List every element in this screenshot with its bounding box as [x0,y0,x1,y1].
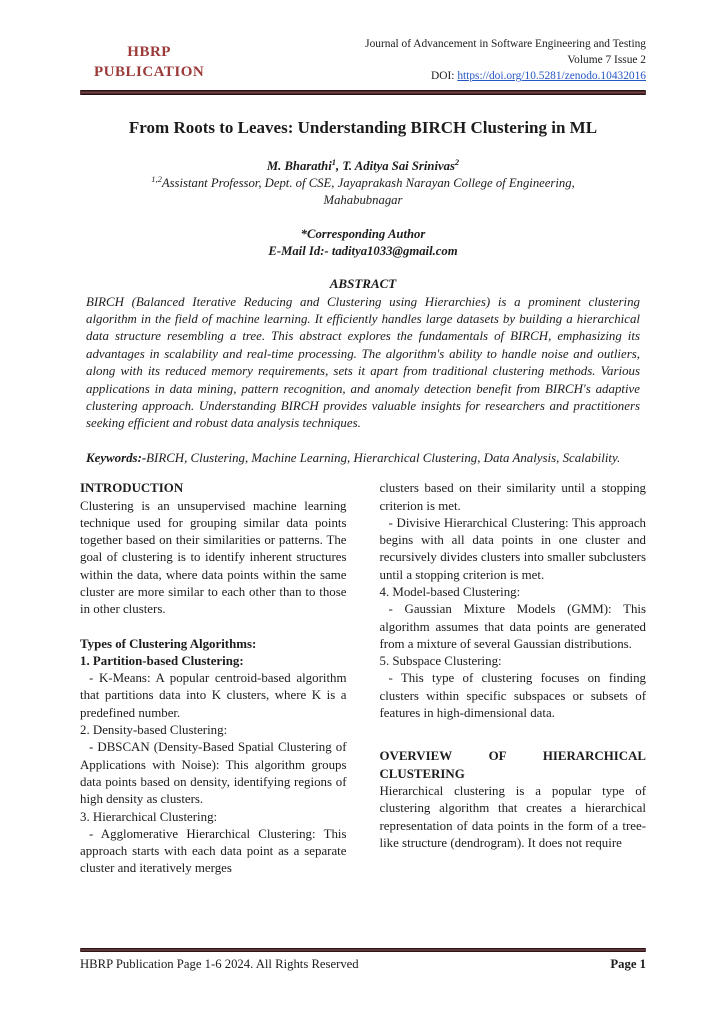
corresponding-author-block [80,226,646,260]
doi-line [365,68,646,84]
section-heading-types: Types of Clustering Algorithms: [80,636,257,651]
publisher-logo [80,42,204,83]
keywords-block [80,450,646,467]
item-2-heading: 2. Density-based Clustering: [80,723,228,738]
corresponding-label: *Corresponding Author [300,226,426,241]
item-3-body: - Agglomerative Hierarchical Clustering: This approach starts with each data point as a separate cluster and iteratively merges [80,826,347,876]
journal-name: Journal of Advancement in Software Engineering and Testing [365,38,646,50]
page-footer [80,948,646,972]
header-rule [80,90,646,95]
divisive-body: - Divisive Hierarchical Clustering: This approach begins with all data points in one cluster and recursively divides clusters into smaller subclusters until a stopping criterion is met. [379,515,646,582]
author-separator: , [335,158,343,173]
abstract-body: BIRCH (Balanced Iterative Reducing and Clustering using Hierarchies) is a prominent clustering algorithm in the field of machine learning. It efficiently handles large datasets by building a hierarchical data structure resembling a tree. This abstract explores the fundamentals of BIRCH, emphasizing its advantages in scalability and real-time processing. The algorithm's ability to handle noise and outliers, along with its reduced memory requirements, sets it apart from traditional clustering methods. Various applications in data mining, pattern recognition, and anomaly detection benefit from BIRCH's adaptive clustering approach. Understanding BIRCH provides valuable insights for researchers and practitioners seeking efficient and robust data analysis techniques. [86,294,640,431]
section-heading-overview: OVERVIEW OF HIERARCHICAL CLUSTERING [379,749,646,781]
corresponding-email: E-Mail Id:- taditya1033@gmail.com [268,243,458,258]
page-header [80,36,646,85]
overview-paragraph: Hierarchical clustering is a popular type of clustering algorithm that creates a hierarchical representation of data points in the form of a tree-like structure (dendrogram). It does not require [379,783,646,850]
right-column [380,480,647,878]
two-column-body [80,480,646,878]
logo-line2: PUBLICATION [94,64,205,81]
item-5-heading: 5. Subspace Clustering: [379,654,502,669]
keywords-text: BIRCH, Clustering, Machine Learning, Hierarchical Clustering, Data Analysis, Scalability. [146,450,621,465]
author-2-sup: 2 [454,156,460,167]
affiliation [80,175,646,209]
footer-copyright: HBRP Publication Page 1-6 2024. All Rights Reserved [80,957,359,971]
item-5-body: - This type of clustering focuses on finding clusters within specific subspaces or subsets of features in high-dimensional data. [379,671,646,721]
doi-link[interactable]: https://doi.org/10.5281/zenodo.10432016 [457,70,646,83]
journal-volume: Volume 7 Issue 2 [567,54,646,67]
affiliation-line1: $^{1,2}$Assistant Professor, Dept. of CSE, Jayaprakash Narayan College of Engineering, [151,173,575,190]
item-1-heading: 1. Partition-based Clustering: [80,653,244,668]
affiliation-sup: 1,2 [151,173,162,184]
continuation-paragraph: clusters based on their similarity until a stopping criterion is met. [379,481,646,513]
journal-info [365,36,646,85]
author-2: T. Aditya Sai Srinivas [342,158,455,173]
item-2-body: - DBSCAN (Density-Based Spatial Clustering of Applications with Noise): This algorithm groups data points based on density, identifying regions of high density as clusters. [80,740,347,807]
item-3-heading: 3. Hierarchical Clustering: [80,809,218,824]
abstract-heading: ABSTRACT [329,275,397,291]
author-1: M. Bharathi [266,158,332,173]
doi-label: DOI: [431,70,458,83]
keywords-label: Keywords:- [86,450,147,465]
logo-line1: HBRP [127,44,171,60]
footer-page-number: Page 1 [610,957,646,971]
section-heading-introduction: INTRODUCTION [80,481,184,496]
author-1-sup: 1 [331,156,336,167]
item-4-heading: 4. Model-based Clustering: [379,585,521,599]
affiliation-line2: Mahabubnagar [323,192,403,207]
item-1-body: - K-Means: A popular centroid-based algorithm that partitions data into K clusters, where K is a predefined number. [80,671,347,720]
left-column [80,480,347,878]
introduction-paragraph: Clustering is an unsupervised machine learning technique used for grouping similar data points together based on their similarities or patterns. The goal of clustering is to identify inherent structures within the data, where data points within the same cluster are more similar to each other than to those in other clusters. [80,498,347,617]
authors-line [80,156,646,174]
item-4-body: - Gaussian Mixture Models (GMM): This algorithm assumes that data points are generated from a mixture of several Gaussian distributions. [379,602,646,651]
footer-rule [80,948,646,952]
paper-title: From Roots to Leaves: Understanding BIRCH Clustering in ML [128,117,598,137]
